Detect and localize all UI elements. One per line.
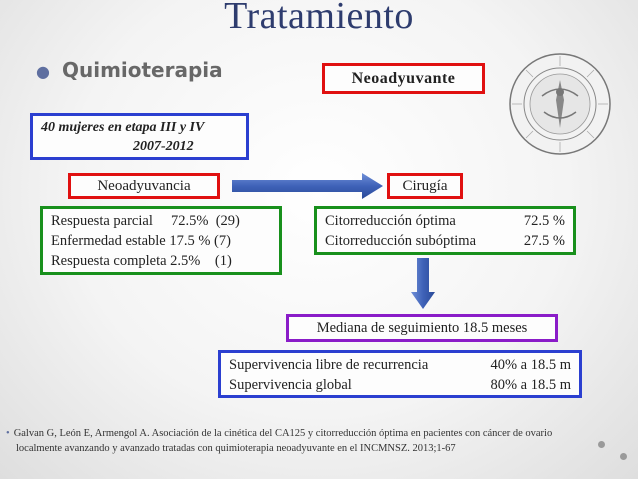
reference-citation bbox=[6, 426, 630, 456]
response-row-complete: Respuesta completa 2.5% (1) bbox=[51, 253, 232, 269]
cytoreduction-row-optimal bbox=[325, 211, 565, 231]
response-row-partial: Respuesta parcial 72.5% (29) bbox=[51, 213, 240, 229]
cohort-box bbox=[30, 113, 249, 160]
survival-label: Supervivencia libre de recurrencia bbox=[229, 357, 429, 373]
cytoreduction-label: Citorreducción óptima bbox=[325, 213, 456, 229]
neoadyuvancia-label: Neoadyuvancia bbox=[68, 173, 220, 199]
down-arrow-icon bbox=[410, 258, 436, 310]
bullet-dot-icon: ● bbox=[36, 62, 50, 81]
decorative-dot-icon bbox=[598, 441, 605, 448]
survival-row-recurrence-free bbox=[229, 355, 571, 375]
cytoreduction-value: 27.5 % bbox=[523, 233, 565, 249]
survival-value: 80% a 18.5 m bbox=[490, 377, 571, 393]
cohort-line-2: 2007-2012 bbox=[133, 139, 194, 154]
cohort-line-1: 40 mujeres en etapa III y IV bbox=[41, 120, 205, 135]
reference-line-2: localmente avanzando y avanzado tratadas con quimioterapia neoadyuvante en el INCMNSZ. 2013;1-67 bbox=[16, 443, 456, 454]
response-box bbox=[40, 206, 282, 275]
neoadyuvante-tag: Neoadyuvante bbox=[322, 63, 485, 94]
cytoreduction-label: Citorreducción subóptima bbox=[325, 233, 477, 249]
survival-value: 40% a 18.5 m bbox=[490, 357, 571, 373]
survival-label: Supervivencia global bbox=[229, 377, 352, 393]
bullet-text: Quimioterapia bbox=[61, 58, 223, 82]
institute-seal-logo bbox=[508, 52, 612, 156]
cytoreduction-row-suboptimal bbox=[325, 231, 565, 251]
reference-line-1: Galvan G, León E, Armengol A. Asociación de la cinética del CA125 y citorreducción óptima en pacientes con cáncer de ovario bbox=[13, 428, 553, 439]
bullet-quimioterapia bbox=[36, 58, 223, 82]
survival-row-global bbox=[229, 375, 571, 395]
right-arrow-icon bbox=[232, 172, 384, 200]
followup-box: Mediana de seguimiento 18.5 meses bbox=[286, 314, 558, 342]
decorative-dot-icon bbox=[620, 453, 627, 460]
survival-box bbox=[218, 350, 582, 398]
cytoreduction-value: 72.5 % bbox=[523, 213, 565, 229]
cytoreduction-box bbox=[314, 206, 576, 255]
slide-title: Tratamiento bbox=[224, 0, 414, 37]
response-row-stable: Enfermedad estable 17.5 % (7) bbox=[51, 233, 231, 249]
bullet-dot-icon: • bbox=[6, 428, 10, 439]
cirugia-label: Cirugía bbox=[387, 173, 463, 199]
